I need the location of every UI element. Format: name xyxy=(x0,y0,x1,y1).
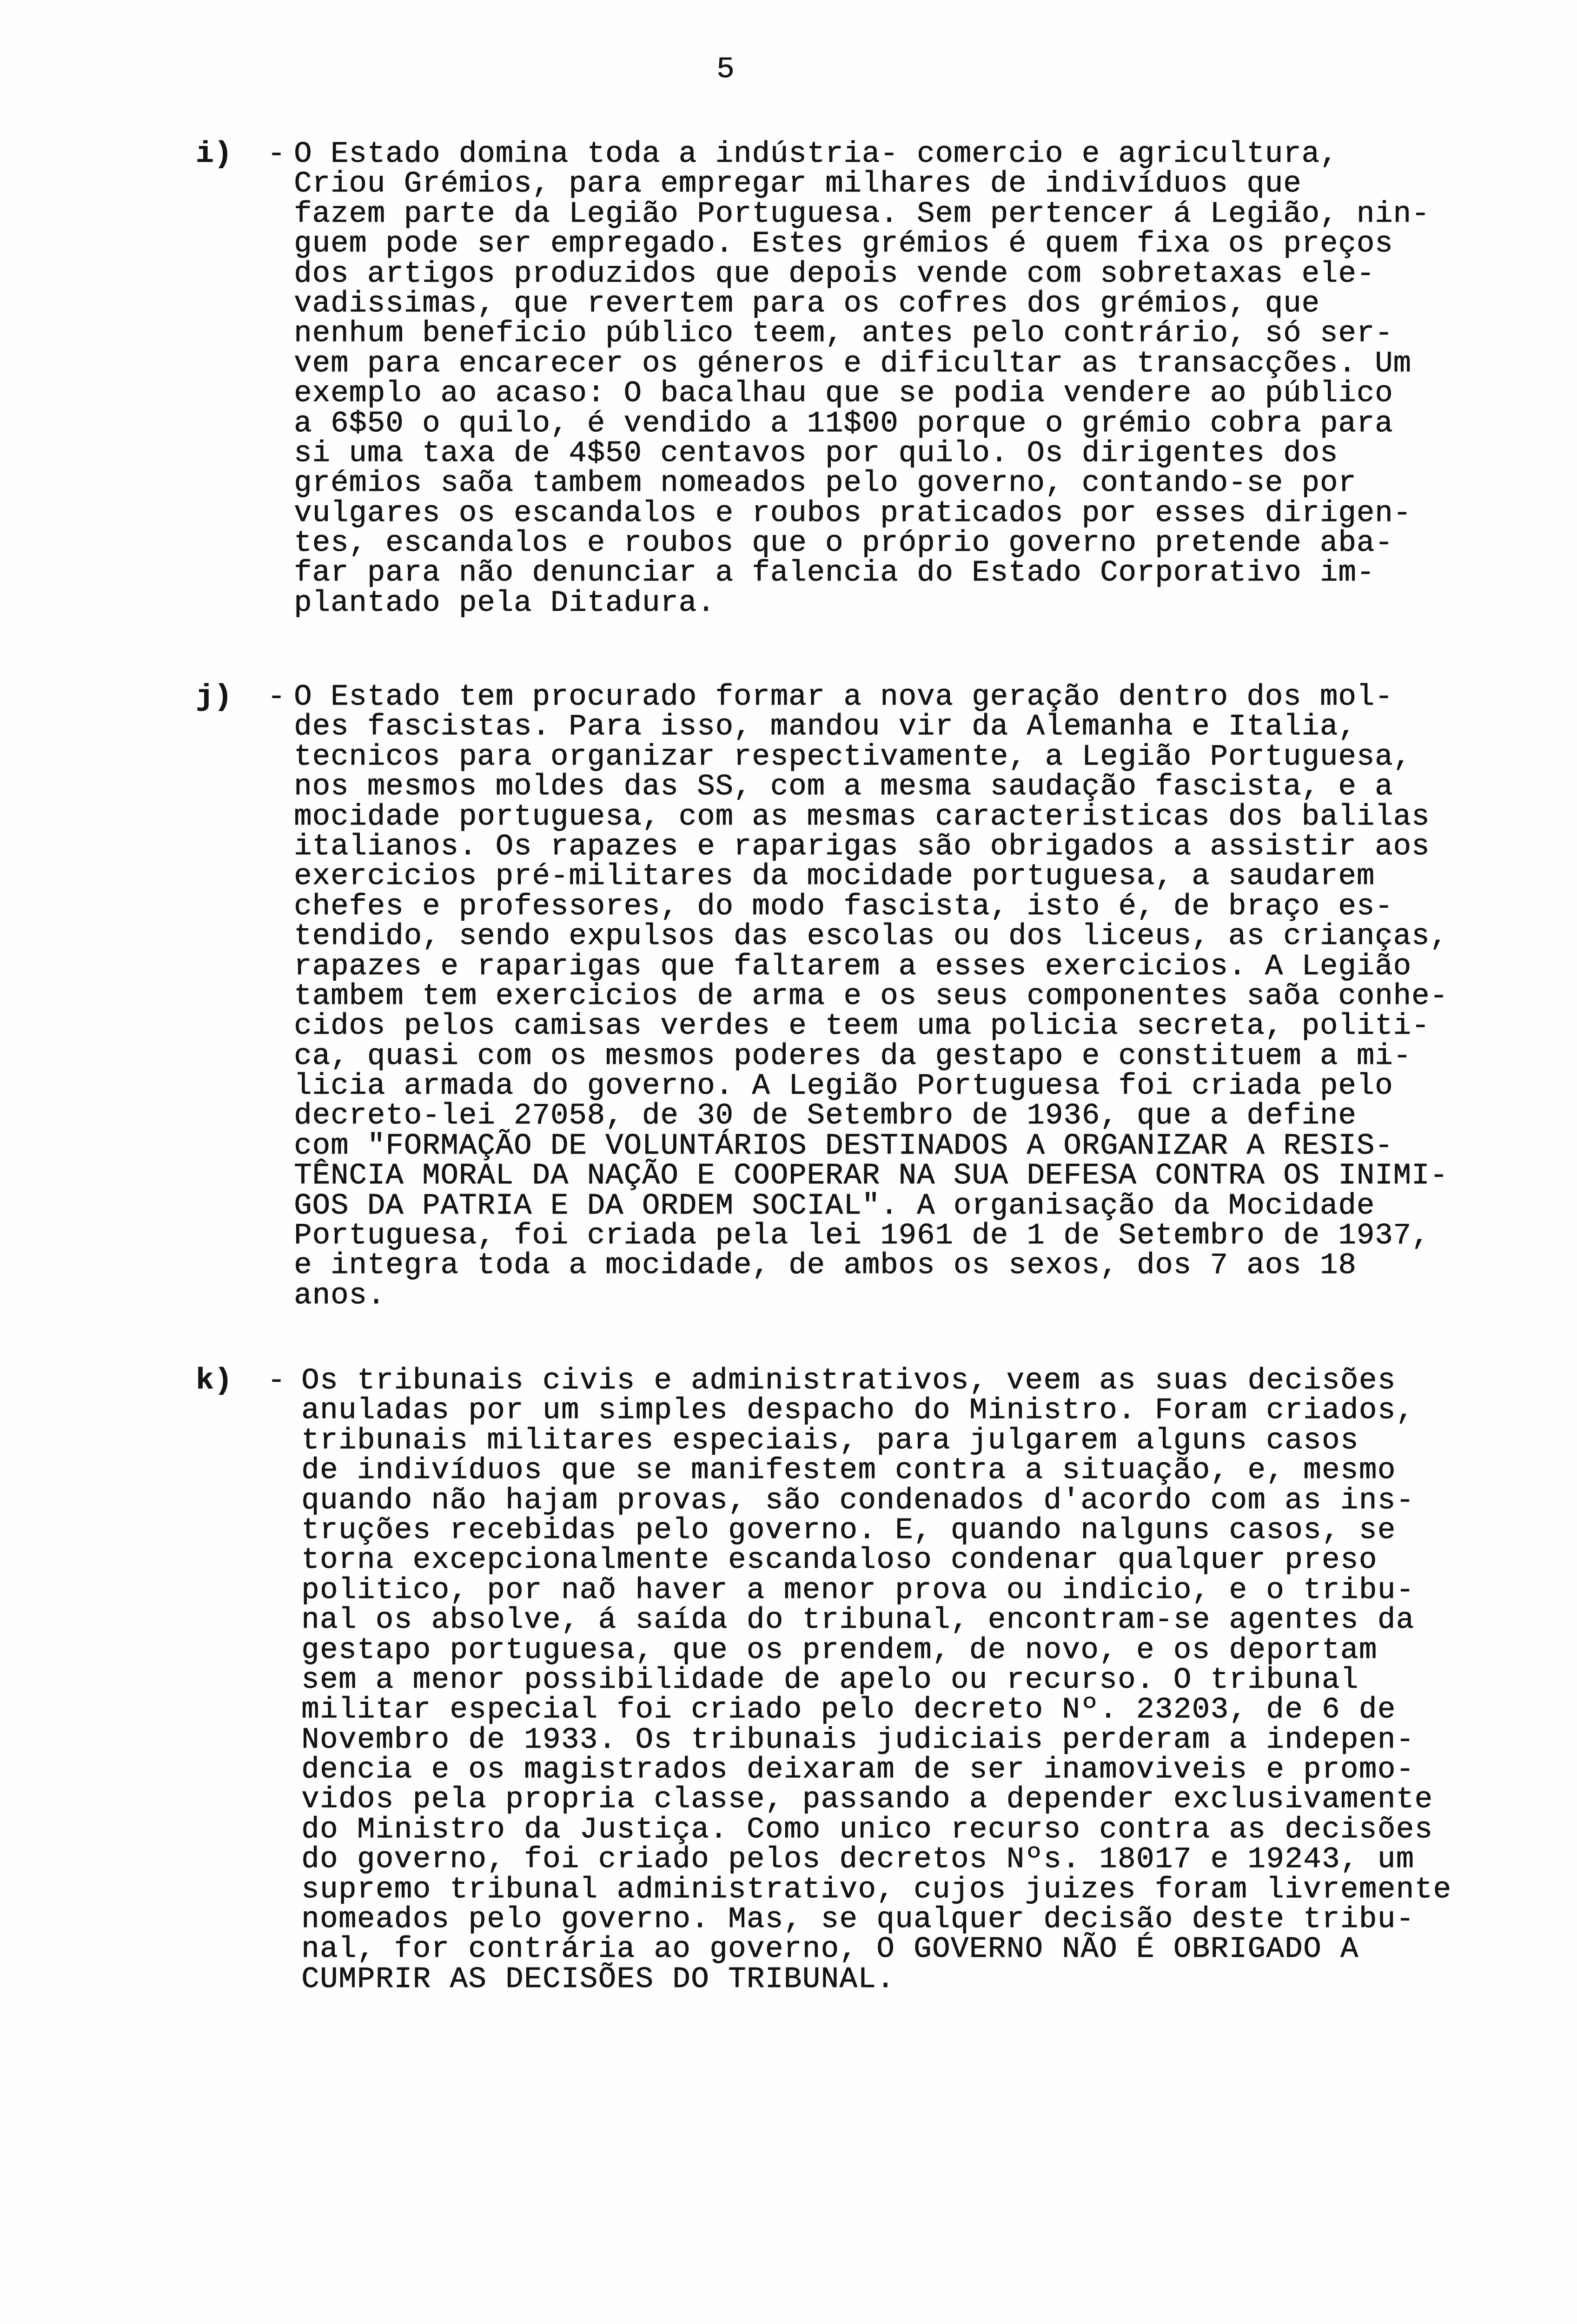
item-dash: - xyxy=(267,1364,286,1398)
text-line: vadissimas, que revertem para os cofres dos grémios, que xyxy=(294,287,1320,321)
text-line: anos. xyxy=(294,1279,386,1313)
text-line: militar especial foi criado pelo decreto Nº. 23203, de 6 de xyxy=(301,1693,1396,1727)
item-dash: - xyxy=(267,138,286,171)
item-dash: - xyxy=(267,680,286,714)
text-line: decreto-lei 27058, de 30 de Setembro de 1936, que a define xyxy=(294,1099,1357,1133)
text-line: politico, por naõ haver a menor prova ou indicio, e o tribu- xyxy=(301,1573,1415,1607)
text-line: O Estado tem procurado formar a nova geração dentro dos mol- xyxy=(294,680,1393,714)
text-line: italianos. Os rapazes e raparigas são obrigados a assistir aos xyxy=(294,830,1430,864)
text-line: TÊNCIA MORAL DA NAÇÃO E COOPERAR NA SUA DEFESA CONTRA OS INIMI- xyxy=(294,1159,1448,1193)
text-line: licia armada do governo. A Legião Portuguesa foi criada pelo xyxy=(294,1070,1393,1103)
text-line: do governo, foi criado pelos decretos Nºs. 18017 e 19243, um xyxy=(301,1843,1415,1877)
text-line: O Estado domina toda a indústria- comercio e agricultura, xyxy=(294,138,1338,171)
text-line: nomeados pelo governo. Mas, se qualquer decisão deste tribu- xyxy=(301,1903,1415,1937)
text-line: cidos pelos camisas verdes e teem uma policia secreta, politi- xyxy=(294,1010,1430,1043)
text-line: CUMPRIR AS DECISÕES DO TRIBUNAL. xyxy=(301,1962,895,1996)
text-line: chefes e professores, do modo fascista, isto é, de braço es- xyxy=(294,890,1393,924)
paragraph-text xyxy=(294,682,1448,1311)
text-line: mocidade portuguesa, com as mesmas caracteristicas dos balilas xyxy=(294,800,1430,834)
text-line: nenhum beneficio público teem, antes pelo contrário, só ser- xyxy=(294,317,1393,351)
text-line: e integra toda a mocidade, de ambos os sexos, dos 7 aos 18 xyxy=(294,1249,1357,1283)
text-line: guem pode ser empregado. Estes grémios é quem fixa os preços xyxy=(294,227,1393,261)
text-line: des fascistas. Para isso, mandou vir da Alemanha e Italia, xyxy=(294,710,1357,744)
text-line: tribunais militares especiais, para julgarem alguns casos xyxy=(301,1424,1359,1458)
text-line: vem para encarecer os géneros e dificultar as transacções. Um xyxy=(294,347,1411,381)
text-line: supremo tribunal administrativo, cujos juizes foram livremente xyxy=(301,1873,1452,1907)
text-line: a 6$50 o quilo, é vendido a 11$00 porque o grémio cobra para xyxy=(294,407,1393,441)
text-line: anuladas por um simples despacho do Ministro. Foram criados, xyxy=(301,1394,1415,1428)
text-line: Portuguesa, foi criada pela lei 1961 de 1 de Setembro de 1937, xyxy=(294,1219,1430,1253)
text-line: tendido, sendo expulsos das escolas ou dos liceus, as crianças, xyxy=(294,920,1448,954)
item-label: k) xyxy=(196,1364,233,1398)
paragraph-text xyxy=(294,139,1430,618)
item-label: j) xyxy=(196,680,232,714)
text-line: do Ministro da Justiça. Como unico recurso contra as decisões xyxy=(301,1813,1433,1847)
text-line: Criou Grémios, para empregar milhares de indivíduos que xyxy=(294,167,1302,201)
text-line: exemplo ao acaso: O bacalhau que se podia vendere ao público xyxy=(294,377,1393,411)
text-line: vidos pela propria classe, passando a depender exclusivamente xyxy=(301,1783,1433,1817)
paragraph-text xyxy=(301,1366,1451,1994)
text-line: grémios saõa tambem nomeados pelo governo, contando-se por xyxy=(294,467,1357,501)
text-line: Os tribunais civis e administrativos, veem as suas decisões xyxy=(301,1364,1396,1398)
text-line: de indivíduos que se manifestem contra a situação, e, mesmo xyxy=(301,1454,1396,1488)
text-line: far para não denunciar a falencia do Estado Corporativo im- xyxy=(294,556,1375,590)
text-line: si uma taxa de 4$50 centavos por quilo. Os dirigentes dos xyxy=(294,436,1338,470)
text-line: fazem parte da Legião Portuguesa. Sem pertencer á Legião, nin- xyxy=(294,197,1430,231)
text-line: nal os absolve, á saída do tribunal, encontram-se agentes da xyxy=(301,1604,1415,1637)
text-line: exercicios pré-militares da mocidade portuguesa, a saudarem xyxy=(294,860,1375,894)
text-line: gestapo portuguesa, que os prendem, de novo, e os deportam xyxy=(301,1633,1378,1667)
text-line: tambem tem exercicios de arma e os seus componentes saõa conhe- xyxy=(294,979,1448,1013)
text-line: nos mesmos moldes das SS, com a mesma saudação fascista, e a xyxy=(294,770,1393,804)
text-line: rapazes e raparigas que faltarem a esses exercicios. A Legião xyxy=(294,950,1411,984)
text-line: torna excepcionalmente escandaloso condenar qualquer preso xyxy=(301,1544,1378,1578)
text-line: sem a menor possibilidade de apelo ou recurso. O tribunal xyxy=(301,1663,1359,1697)
text-line: tecnicos para organizar respectivamente, a Legião Portuguesa, xyxy=(294,740,1411,774)
text-line: vulgares os escandalos e roubos praticados por esses dirigen- xyxy=(294,496,1411,530)
text-line: quando não hajam provas, são condenados d'acordo com as ins- xyxy=(301,1484,1415,1518)
text-line: ca, quasi com os mesmos poderes da gestapo e constituem a mi- xyxy=(294,1039,1411,1073)
text-line: tes, escandalos e roubos que o próprio governo pretende aba- xyxy=(294,527,1393,561)
text-line: GOS DA PATRIA E DA ORDEM SOCIAL". A organisação da Mocidade xyxy=(294,1189,1375,1223)
text-line: dos artigos produzidos que depois vende com sobretaxas ele- xyxy=(294,257,1375,291)
text-line: Novembro de 1933. Os tribunais judiciais perderam a indepen- xyxy=(301,1723,1415,1757)
item-label: i) xyxy=(196,138,232,171)
text-line: truções recebidas pelo governo. E, quando nalguns casos, se xyxy=(301,1513,1396,1547)
text-line: com "FORMAÇÃO DE VOLUNTÁRIOS DESTINADOS A ORGANIZAR A RESIS- xyxy=(294,1129,1393,1163)
text-line: nal, for contrária ao governo, O GOVERNO NÃO É OBRIGADO A xyxy=(301,1933,1359,1967)
text-line: plantado pela Ditadura. xyxy=(294,586,716,620)
text-line: dencia e os magistrados deixaram de ser inamoviveis e promo- xyxy=(301,1753,1415,1787)
page-number: 5 xyxy=(716,53,735,86)
